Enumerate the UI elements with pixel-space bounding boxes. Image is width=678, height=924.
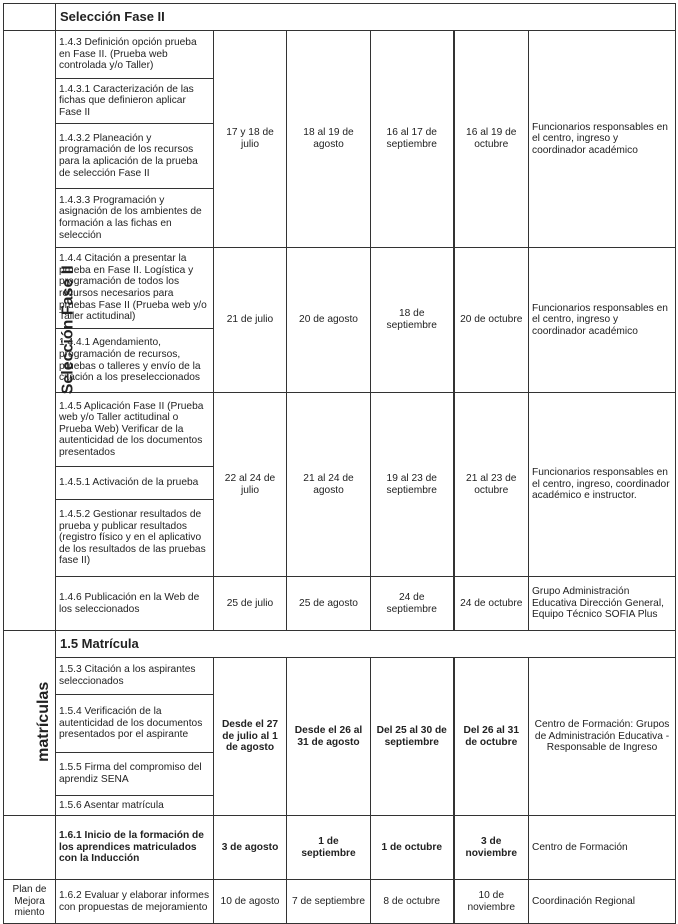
date-cell: 10 de agosto	[214, 880, 287, 924]
date-cell: 20 de agosto	[287, 248, 371, 393]
date-cell: 21 al 24 de agosto	[287, 393, 371, 577]
date-cell: Del 26 al 31 de octubre	[454, 658, 529, 816]
blank-cell	[4, 816, 56, 880]
date-cell: 17 y 18 de julio	[214, 31, 287, 248]
date-cell: 22 al 24 de julio	[214, 393, 287, 577]
table-row	[4, 658, 676, 695]
task-cell: 1.4.4.1 Agendamiento, programación de recursos, pruebas o talleres y envío de la citación a los preseleccionados	[56, 329, 214, 393]
table-row	[4, 31, 676, 79]
table-row	[4, 577, 676, 631]
task-cell: 1.4.3.3 Programación y asignación de los ambientes de formación a las fichas en selección	[56, 189, 214, 248]
date-cell: 24 de octubre	[454, 577, 529, 631]
task-cell: 1.6.2 Evaluar y elaborar informes con propuestas de mejoramiento	[56, 880, 214, 924]
date-cell: Desde el 27 de julio al 1 de agosto	[214, 658, 287, 816]
section-header-row	[4, 4, 676, 31]
date-cell: 21 de julio	[214, 248, 287, 393]
date-cell: 25 de agosto	[287, 577, 371, 631]
date-cell: 25 de julio	[214, 577, 287, 631]
date-cell: 8 de octubre	[371, 880, 454, 924]
section-header-row	[4, 631, 676, 658]
section-title-fase2: Selección Fase II	[56, 4, 676, 31]
date-cell: 3 de agosto	[214, 816, 287, 880]
side-label-mejora: Plan de Mejora miento	[4, 880, 56, 924]
task-cell: 1.4.5.2 Gestionar resultados de prueba y publicar resultados (registro físico y en el aplicativo de los resultados de las pruebas fase II)	[56, 500, 214, 577]
table-row	[4, 393, 676, 467]
date-cell: 1 de octubre	[371, 816, 454, 880]
table-row	[4, 248, 676, 329]
task-cell: 1.5.4 Verificación de la autenticidad de los documentos presentados por el aspirante	[56, 695, 214, 753]
date-cell: 3 de noviembre	[454, 816, 529, 880]
task-cell: 1.4.3 Definición opción prueba en Fase II. (Prueba web controlada y/o Taller)	[56, 31, 214, 79]
date-cell: 16 al 19 de octubre	[454, 31, 529, 248]
blank-cell	[4, 4, 56, 31]
responsible-cell: Funcionarios responsables en el centro, ingreso y coordinador académico	[529, 31, 676, 248]
date-cell: 24 de septiembre	[371, 577, 454, 631]
task-cell: 1.5.6 Asentar matrícula	[56, 796, 214, 816]
date-cell: 10 de noviembre	[454, 880, 529, 924]
responsible-cell: Centro de Formación	[529, 816, 676, 880]
task-cell: 1.4.3.1 Caracterización de las fichas que definieron aplicar Fase II	[56, 79, 214, 124]
date-cell: Del 25 al 30 de septiembre	[371, 658, 454, 816]
task-cell: 1.5.5 Firma del compromiso del aprendiz SENA	[56, 753, 214, 796]
responsible-cell: Funcionarios responsables en el centro, ingreso, coordinador académico e instructor.	[529, 393, 676, 577]
responsible-cell: Coordinación Regional	[529, 880, 676, 924]
task-cell: 1.4.4 Citación a presentar la prueba en Fase II. Logística y programación de todos los recursos necesarios para pruebas Fase II (Prueba web y/o Taller actitudinal)	[56, 248, 214, 329]
side-label-fase2	[4, 31, 77, 631]
date-cell: 1 de septiembre	[287, 816, 371, 880]
responsible-cell: Grupo Administración Educativa Dirección General, Equipo Técnico SOFIA Plus	[529, 577, 676, 631]
date-cell: Desde el 26 al 31 de agosto	[287, 658, 371, 816]
responsible-cell: Centro de Formación: Grupos de Administración Educativa - Responsable de Ingreso	[529, 658, 676, 816]
schedule-table	[3, 3, 676, 924]
section-title-matricula: 1.5 Matrícula	[56, 631, 676, 658]
task-cell: 1.4.5 Aplicación Fase II (Prueba web y/o Taller actitudinal o Prueba Web) Verificar de la autenticidad de los documentos presentados	[56, 393, 214, 467]
date-cell: 18 al 19 de agosto	[287, 31, 371, 248]
date-cell: 18 de septiembre	[371, 248, 454, 393]
side-label-matricula	[4, 631, 56, 816]
date-cell: 7 de septiembre	[287, 880, 371, 924]
task-cell: 1.4.3.2 Planeación y programación de los recursos para la aplicación de la prueba de selección Fase II	[56, 124, 214, 189]
side-label-text: matrículas	[35, 681, 53, 763]
date-cell: 19 al 23 de septiembre	[371, 393, 454, 577]
responsible-cell: Funcionarios responsables en el centro, ingreso y coordinador académico	[529, 248, 676, 393]
date-cell: 20 de octubre	[454, 248, 529, 393]
table-row	[4, 880, 676, 924]
task-cell: 1.4.5.1 Activación de la prueba	[56, 467, 214, 500]
date-cell: 21 al 23 de octubre	[454, 393, 529, 577]
task-cell: 1.6.1 Inicio de la formación de los aprendices matriculados con la Inducción	[56, 816, 214, 880]
date-cell: 16 al 17 de septiembre	[371, 31, 454, 248]
task-cell: 1.4.6 Publicación en la Web de los seleccionados	[56, 577, 214, 631]
table-row	[4, 816, 676, 880]
side-label-text: Selección Fase II	[59, 265, 77, 394]
task-cell: 1.5.3 Citación a los aspirantes seleccionados	[56, 658, 214, 695]
